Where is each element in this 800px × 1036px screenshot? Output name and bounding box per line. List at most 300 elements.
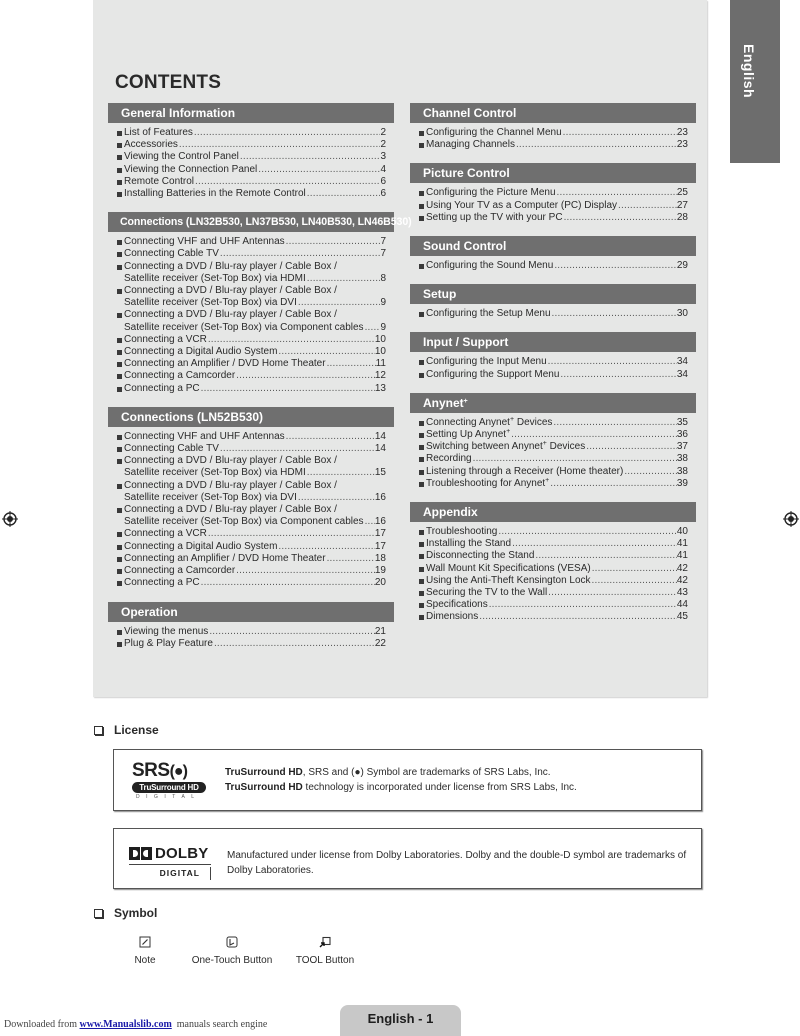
toc-entry[interactable]	[410, 200, 696, 212]
toc-entry[interactable]	[108, 455, 394, 479]
toc-entry[interactable]	[108, 127, 394, 139]
symbol-tool-label: TOOL Button	[295, 955, 355, 966]
square-bullet-icon	[419, 611, 426, 623]
toc-entry-page: 10	[374, 346, 386, 358]
toc-entry-title: Dimensions	[426, 611, 479, 623]
license-heading	[94, 723, 159, 737]
toc-entry-title: Remote Control	[124, 175, 195, 187]
toc-entry-title: Connecting a Camcorder	[124, 370, 236, 382]
toc-entry[interactable]	[410, 417, 696, 429]
dot-leader	[478, 611, 677, 623]
toc-entry-page: 12	[374, 370, 386, 382]
toc-entry-title: Connecting Anynet+ Devices	[426, 416, 553, 428]
dot-leader	[553, 260, 677, 272]
toc-entry[interactable]	[108, 443, 394, 455]
square-bullet-icon	[419, 417, 426, 429]
toc-entry-page: 10	[374, 333, 386, 345]
square-bullet-icon	[117, 383, 124, 395]
toc-entry[interactable]	[108, 577, 394, 589]
toc-entry-page: 20	[374, 577, 386, 589]
toc-section	[108, 407, 394, 590]
section-header: Picture Control	[410, 163, 696, 183]
toc-entry[interactable]	[410, 308, 696, 320]
toc-entry[interactable]	[410, 212, 696, 224]
srs-trusurround-logo	[132, 762, 208, 800]
section-header: Channel Control	[410, 103, 696, 123]
section-header: Input / Support	[410, 332, 696, 352]
dot-leader	[497, 526, 677, 538]
toc-entry[interactable]	[108, 480, 394, 504]
square-bullet-icon	[419, 478, 426, 490]
toc-entry-page: 38	[676, 465, 688, 477]
toc-entry-title: Installing Batteries in the Remote Control	[124, 188, 306, 200]
symbol-heading-label: Symbol	[114, 906, 158, 920]
toc-entry[interactable]	[108, 139, 394, 151]
toc-entry[interactable]	[410, 260, 696, 272]
toc-entry-title: List of Features	[124, 127, 193, 138]
dot-leader	[277, 346, 374, 358]
toc-entry-page: 9	[380, 321, 386, 333]
square-bullet-icon	[117, 528, 124, 540]
toc-entry-title: Connecting a Digital Audio System	[124, 346, 278, 358]
toc-entry-title: Managing Channels	[426, 139, 515, 151]
section-header: General Information	[108, 103, 394, 123]
srs-line2-bold: TruSurround HD	[225, 782, 303, 793]
dot-leader	[547, 587, 677, 599]
dot-leader	[515, 139, 677, 151]
toc-entry[interactable]	[410, 187, 696, 199]
square-bullet-icon	[419, 563, 426, 575]
toc-entry[interactable]	[108, 309, 394, 333]
toc-entry-title: Connecting a VCR	[124, 528, 207, 540]
dot-leader	[178, 139, 381, 151]
toc-entry-page: 19	[374, 565, 386, 577]
square-bullet-icon	[117, 541, 124, 553]
toc-entry[interactable]	[108, 188, 394, 200]
toc-entry-page: 7	[380, 236, 386, 248]
square-bullet-icon	[117, 504, 124, 528]
toc-entry-title: Connecting a PC	[124, 577, 200, 589]
dot-leader	[306, 273, 381, 285]
symbol-heading	[94, 906, 157, 920]
symbol-one-touch-label: One-Touch Button	[191, 955, 273, 966]
section-header: Sound Control	[410, 236, 696, 256]
dot-leader	[306, 467, 375, 479]
toc-entry[interactable]	[410, 441, 696, 453]
toc-entry[interactable]	[108, 565, 394, 577]
toc-entry-page: 2	[380, 127, 386, 138]
square-bullet-icon	[419, 212, 426, 224]
square-bullet-icon	[117, 151, 124, 163]
dot-leader	[285, 236, 381, 248]
toc-entry-title: Connecting a DVD / Blu-ray player / Cable Box /	[124, 260, 337, 272]
toc-entry-title: Configuring the Input Menu	[426, 356, 547, 368]
toc-entry[interactable]	[108, 285, 394, 309]
toc-entry-page: 42	[676, 574, 688, 586]
language-tab	[730, 0, 780, 163]
toc-entry[interactable]	[108, 528, 394, 540]
dot-leader	[326, 358, 376, 370]
toc-entry-page: 23	[676, 127, 688, 138]
toc-entry[interactable]	[108, 248, 394, 260]
toc-entry-page: 43	[676, 587, 688, 599]
square-bullet-icon	[117, 248, 124, 260]
square-bullet-icon	[419, 260, 426, 272]
square-bullet-icon	[419, 356, 426, 368]
dot-leader	[326, 553, 375, 565]
registration-mark-icon	[2, 511, 18, 527]
toc-entry-page: 29	[676, 260, 688, 272]
toc-entry-page: 23	[676, 139, 688, 151]
dot-leader	[200, 577, 375, 589]
toc-entry[interactable]	[410, 563, 696, 575]
square-bullet-icon	[419, 429, 426, 441]
dot-leader	[257, 164, 380, 176]
toc-entry-title: Using the Anti-Theft Kensington Lock	[426, 574, 591, 586]
dot-leader	[556, 187, 677, 199]
toc-entry-title: Configuring the Sound Menu	[426, 260, 554, 272]
footer-suffix: manuals search engine	[171, 1019, 268, 1030]
registration-mark-icon	[783, 511, 799, 527]
toc-entry-title: Accessories	[124, 139, 178, 151]
square-bullet-icon	[117, 480, 124, 504]
square-bullet-icon	[419, 526, 426, 538]
toc-left-column	[108, 103, 412, 662]
dot-leader	[194, 176, 380, 188]
toc-entry-page: 15	[374, 467, 386, 479]
srs-license-text	[225, 765, 577, 795]
manualslib-link[interactable]: www.Manualslib.com	[79, 1019, 172, 1030]
toc-section	[108, 212, 412, 395]
download-footer	[4, 1019, 267, 1030]
square-bullet-icon	[117, 577, 124, 589]
square-bullet-icon	[117, 443, 124, 455]
toc-entry-title: Plug & Play Feature	[124, 637, 213, 649]
toc-entry-title: Wall Mount Kit Specifications (VESA)	[426, 562, 591, 574]
dot-leader	[193, 127, 381, 139]
dot-leader	[562, 127, 677, 139]
toc-entry[interactable]	[410, 587, 696, 599]
toc-entry-title: Connecting a VCR	[124, 333, 207, 345]
toc-entry-page: 45	[676, 611, 688, 623]
square-bullet-icon	[117, 236, 124, 248]
toc-entry-title: Specifications	[426, 599, 488, 611]
dot-leader	[585, 441, 677, 453]
toc-entry[interactable]	[410, 538, 696, 550]
toc-entry-page: 40	[676, 526, 688, 538]
dot-leader	[559, 369, 676, 381]
toc-entry[interactable]	[410, 139, 696, 151]
square-bullet-icon	[117, 139, 124, 151]
dot-leader	[219, 248, 381, 260]
toc-entry-page: 39	[676, 477, 688, 489]
toc-entry[interactable]	[108, 151, 394, 163]
license-heading-label: License	[114, 723, 159, 737]
square-bullet-icon	[117, 455, 124, 479]
footer-prefix: Downloaded from	[4, 1019, 80, 1030]
square-bullet-icon	[117, 358, 124, 370]
square-bullet-icon	[419, 575, 426, 587]
toc-entry-title: Configuring the Channel Menu	[426, 127, 562, 138]
toc-section	[410, 284, 696, 320]
square-bullet-icon	[117, 176, 124, 188]
toc-entry-page: 17	[374, 540, 386, 552]
toc-entry-page: 6	[380, 175, 386, 187]
srs-line1-bold: TruSurround HD	[225, 767, 303, 778]
dot-leader	[239, 151, 381, 163]
toc-entry[interactable]	[108, 358, 394, 370]
dot-leader	[200, 383, 375, 395]
checkbox-square-icon	[94, 909, 103, 918]
toc-entry[interactable]	[108, 541, 394, 553]
dot-leader	[213, 638, 375, 650]
dot-leader	[207, 334, 375, 346]
toc-entry-page: 14	[374, 443, 386, 455]
toc-entry-title: Connecting a DVD / Blu-ray player / Cable Box /	[124, 479, 337, 491]
square-bullet-icon	[419, 550, 426, 562]
toc-entry-title: Connecting VHF and UHF Antennas	[124, 236, 285, 248]
toc-entry-page: 34	[676, 356, 688, 368]
dolby-digital-logo	[129, 845, 213, 880]
dot-leader	[591, 563, 677, 575]
symbol-tool	[291, 936, 359, 966]
tool-button-icon	[319, 936, 331, 948]
toc-entry-title: Satellite receiver (Set-Top Box) via DVI	[124, 491, 297, 503]
square-bullet-icon	[419, 139, 426, 151]
toc-entry-page: 38	[676, 453, 688, 465]
square-bullet-icon	[117, 553, 124, 565]
square-bullet-icon	[419, 453, 426, 465]
toc-entry[interactable]	[108, 236, 394, 248]
checkbox-square-icon	[94, 726, 103, 735]
toc-entry[interactable]	[108, 261, 394, 285]
square-bullet-icon	[117, 261, 124, 285]
toc-entry-title: Connecting a DVD / Blu-ray player / Cable Box /	[124, 285, 337, 297]
dot-leader	[306, 188, 381, 200]
toc-entry[interactable]	[410, 599, 696, 611]
dot-leader	[297, 492, 375, 504]
toc-entry[interactable]	[108, 626, 394, 638]
square-bullet-icon	[117, 346, 124, 358]
toc-entry-page: 3	[380, 151, 386, 163]
toc-entry[interactable]	[410, 127, 696, 139]
toc-section	[410, 502, 696, 624]
toc-entry-page: 7	[380, 248, 386, 260]
toc-entry[interactable]	[108, 370, 394, 382]
toc-entry-page: 18	[374, 552, 386, 564]
toc-entry[interactable]	[108, 176, 394, 188]
square-bullet-icon	[419, 308, 426, 320]
toc-entry[interactable]	[410, 429, 696, 441]
square-bullet-icon	[419, 587, 426, 599]
toc-entry[interactable]	[410, 575, 696, 587]
square-bullet-icon	[117, 164, 124, 176]
toc-entry-page: 25	[676, 187, 688, 199]
dot-leader	[563, 212, 677, 224]
page-title: CONTENTS	[115, 72, 222, 93]
section-header: Operation	[108, 602, 394, 622]
square-bullet-icon	[419, 369, 426, 381]
toc-entry-title: Configuring the Picture Menu	[426, 187, 556, 199]
dot-leader	[208, 626, 375, 638]
toc-entry-page: 35	[676, 416, 688, 428]
note-icon	[139, 936, 151, 948]
toc-entry-title: Troubleshooting for Anynet+	[426, 477, 550, 489]
toc-entry-title: Viewing the Control Panel	[124, 151, 239, 163]
symbol-one-touch	[185, 936, 279, 966]
toc-section	[410, 393, 696, 490]
toc-entry[interactable]	[108, 638, 394, 650]
dot-leader	[547, 356, 677, 368]
toc-entry[interactable]	[410, 550, 696, 562]
toc-entry-title: Setting up the TV with your PC	[426, 211, 563, 223]
toc-entry-title: Connecting Cable TV	[124, 248, 219, 260]
toc-entry-page: 28	[676, 211, 688, 223]
toc-entry[interactable]	[410, 466, 696, 478]
toc-entry-title: Installing the Stand	[426, 538, 512, 550]
symbol-note	[128, 936, 162, 966]
toc-entry-page: 2	[380, 139, 386, 151]
toc-entry-page: 30	[676, 308, 688, 320]
toc-entry-title: Connecting a Camcorder	[124, 565, 236, 577]
section-header: Appendix	[410, 502, 696, 522]
square-bullet-icon	[419, 200, 426, 212]
toc-entry-title: Connecting a Digital Audio System	[124, 540, 278, 552]
toc-entry[interactable]	[410, 453, 696, 465]
toc-section	[410, 163, 696, 224]
toc-entry-page: 42	[676, 562, 688, 574]
toc-entry-title: Satellite receiver (Set-Top Box) via Component cables	[124, 321, 364, 333]
dot-leader	[623, 466, 677, 478]
page-number-tab: English - 1	[340, 1005, 461, 1036]
toc-entry[interactable]	[108, 431, 394, 443]
srs-line1-text: , SRS and (●) Symbol are trademarks of SRS Labs, Inc.	[302, 767, 551, 778]
square-bullet-icon	[419, 441, 426, 453]
toc-entry-title: Connecting an Amplifier / DVD Home Theater	[124, 552, 326, 564]
srs-logo-pill: TruSurround HD	[132, 782, 206, 793]
toc-entry[interactable]	[108, 164, 394, 176]
toc-entry-page: 17	[374, 528, 386, 540]
toc-entry-title: Troubleshooting	[426, 526, 498, 538]
srs-symbol-icon: (●)	[169, 763, 187, 780]
toc-entry-page: 41	[676, 550, 688, 562]
dot-leader	[235, 565, 375, 577]
toc-entry-title: Satellite receiver (Set-Top Box) via DVI	[124, 297, 297, 309]
toc-section	[108, 103, 394, 200]
section-header: Connections (LN52B530)	[108, 407, 394, 427]
square-bullet-icon	[117, 309, 124, 333]
symbol-note-label: Note	[134, 955, 156, 966]
toc-entry-page: 13	[374, 382, 386, 394]
dot-leader	[285, 431, 375, 443]
toc-entry[interactable]	[108, 553, 394, 565]
toc-entry-page: 21	[374, 625, 386, 637]
dolby-license-box	[113, 828, 702, 889]
dot-leader	[297, 297, 381, 309]
toc-entry-page: 36	[676, 429, 688, 441]
square-bullet-icon	[117, 127, 124, 139]
toc-entry-page: 27	[676, 199, 688, 211]
toc-entry-title: Connecting a DVD / Blu-ray player / Cable Box /	[124, 504, 337, 516]
dot-leader	[488, 599, 677, 611]
toc-entry-title: Disconnecting the Stand	[426, 550, 535, 562]
dot-leader	[549, 478, 677, 490]
dolby-license-text: Manufactured under license from Dolby Laboratories. Dolby and the double-D symbol are trademarks of Dolby Laboratories.	[227, 850, 687, 876]
dot-leader	[364, 322, 381, 334]
toc-entry-title: Connecting a DVD / Blu-ray player / Cable Box /	[124, 455, 337, 467]
srs-logo-digital: DIGITAL	[136, 794, 201, 800]
toc-entry[interactable]	[410, 611, 696, 623]
toc-entry-title: Configuring the Setup Menu	[426, 308, 551, 320]
dot-leader	[207, 528, 375, 540]
toc-section	[410, 236, 696, 272]
toc-entry-title: Switching between Anynet+ Devices	[426, 441, 586, 453]
dot-leader	[235, 370, 375, 382]
dot-leader	[534, 550, 676, 562]
toc-entry[interactable]	[108, 346, 394, 358]
toc-entry[interactable]	[410, 356, 696, 368]
dot-leader	[591, 575, 677, 587]
srs-logo-word: SRS	[132, 760, 170, 781]
section-header: Setup	[410, 284, 696, 304]
toc-entry[interactable]	[410, 526, 696, 538]
toc-entry-title: Securing the TV to the Wall	[426, 587, 548, 599]
square-bullet-icon	[117, 431, 124, 443]
toc-entry-title: Connecting a PC	[124, 382, 200, 394]
toc-entry-title: Listening through a Receiver (Home theater)	[426, 465, 624, 477]
square-bullet-icon	[117, 565, 124, 577]
toc-entry-title: Setting Up Anynet+	[426, 429, 511, 441]
srs-license-box	[113, 749, 702, 811]
toc-entry-page: 9	[380, 297, 386, 309]
square-bullet-icon	[419, 187, 426, 199]
toc-entry-title: Configuring the Support Menu	[426, 368, 560, 380]
toc-entry[interactable]	[108, 334, 394, 346]
dot-leader	[551, 308, 677, 320]
dot-leader	[277, 541, 374, 553]
toc-entry-title: Connecting an Amplifier / DVD Home Theater	[124, 358, 326, 370]
toc-right-column	[410, 103, 696, 636]
double-d-icon	[129, 847, 152, 860]
toc-entry-title: Recording	[426, 453, 472, 465]
toc-entry-page: 22	[374, 637, 386, 649]
toc-entry[interactable]	[108, 383, 394, 395]
dot-leader	[364, 516, 375, 528]
square-bullet-icon	[419, 127, 426, 139]
toc-entry[interactable]	[108, 504, 394, 528]
language-tab-label: English	[741, 44, 757, 99]
toc-entry-title: Viewing the menus	[124, 625, 209, 637]
dot-leader	[510, 429, 677, 441]
dot-leader	[511, 538, 677, 550]
toc-entry-page: 11	[375, 358, 386, 370]
toc-entry-page: 41	[676, 538, 688, 550]
dot-leader	[219, 443, 375, 455]
toc-entry[interactable]	[410, 478, 696, 490]
square-bullet-icon	[117, 370, 124, 382]
srs-line2-text: technology is incorporated under license from SRS Labs, Inc.	[302, 782, 577, 793]
toc-entry-title: Using Your TV as a Computer (PC) Display	[426, 199, 618, 211]
square-bullet-icon	[117, 285, 124, 309]
dot-leader	[472, 453, 677, 465]
toc-entry-title: Connecting VHF and UHF Antennas	[124, 430, 285, 442]
section-header: Anynet+	[410, 393, 696, 413]
square-bullet-icon	[117, 638, 124, 650]
toc-entry[interactable]	[410, 369, 696, 381]
toc-entry-page: 4	[380, 163, 386, 175]
toc-entry-title: Connecting Cable TV	[124, 443, 219, 455]
section-header: Connections (LN32B530, LN37B530, LN40B530, LN46B530)	[108, 212, 394, 232]
